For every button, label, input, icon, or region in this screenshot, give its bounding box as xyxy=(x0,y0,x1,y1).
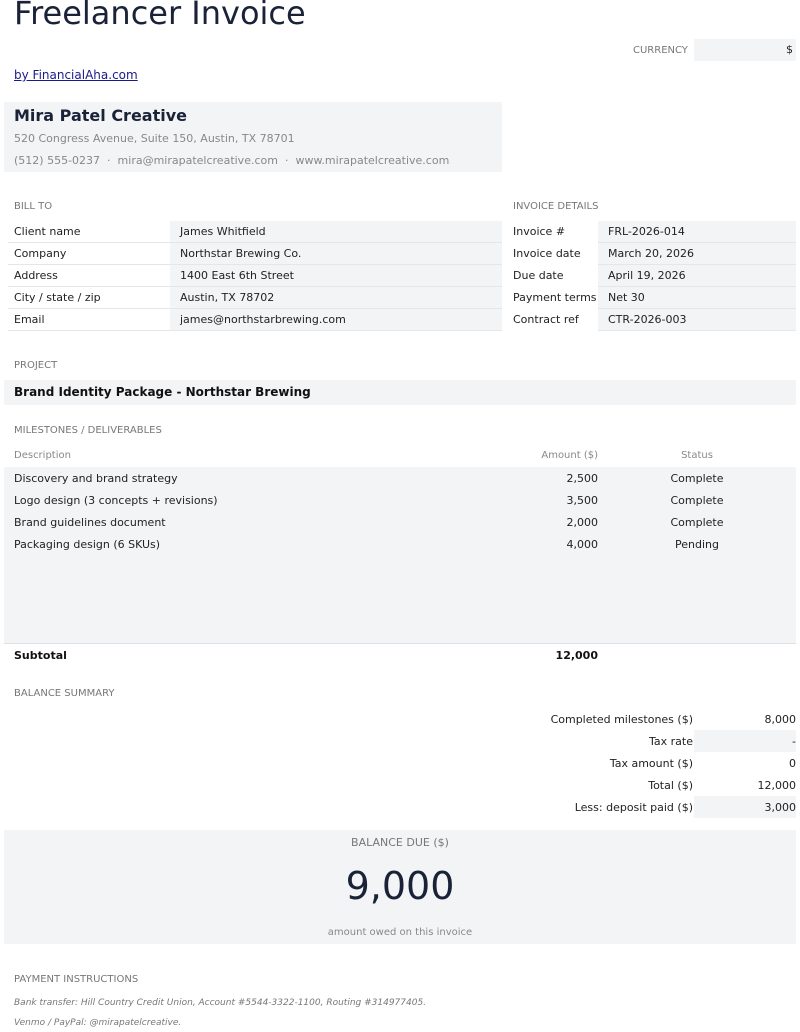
currency-label: CURRENCY xyxy=(633,45,688,56)
balance-value: 3,000 xyxy=(764,801,796,814)
invoice-detail-value: April 19, 2026 xyxy=(608,269,686,282)
balance-key: Tax rate xyxy=(649,735,693,748)
balance-key: Total ($) xyxy=(648,779,693,792)
balance-value: 0 xyxy=(789,757,796,770)
bill-to-value-field[interactable] xyxy=(170,221,502,243)
bill-to-row xyxy=(4,287,502,309)
separator: · xyxy=(107,154,111,167)
balance-summary-label: BALANCE SUMMARY xyxy=(14,688,115,699)
invoice-detail-value-field[interactable] xyxy=(598,309,796,331)
balance-row xyxy=(400,708,796,730)
bill-to-value: James Whitfield xyxy=(180,225,266,238)
milestone-amount: 2,500 xyxy=(566,472,598,485)
balance-key: Tax amount ($) xyxy=(609,757,693,770)
bill-to-value: Austin, TX 78702 xyxy=(180,291,275,304)
milestone-description: Packaging design (6 SKUs) xyxy=(14,538,161,551)
balance-key: Completed milestones ($) xyxy=(550,713,693,726)
bill-to-key: Address xyxy=(14,269,58,282)
table-row[interactable] xyxy=(4,511,796,533)
bill-to-key: City / state / zip xyxy=(14,291,101,304)
bill-to-key: Client name xyxy=(14,225,81,238)
balance-value: 12,000 xyxy=(757,779,796,792)
balance-due-note: amount owed on this invoice xyxy=(327,927,473,938)
invoice-detail-key: Due date xyxy=(513,269,564,282)
business-email: mira@mirapatelcreative.com xyxy=(117,154,278,167)
invoice-detail-value-field[interactable] xyxy=(598,287,796,309)
balance-row xyxy=(400,752,796,774)
project-name-field[interactable] xyxy=(4,380,796,405)
bill-to-label: BILL TO xyxy=(14,201,53,212)
invoice-title: Freelancer Invoice xyxy=(14,0,306,32)
bill-to-key: Company xyxy=(14,247,67,260)
balance-value: 8,000 xyxy=(764,713,796,726)
balance-due-label: BALANCE DUE ($) xyxy=(351,836,449,849)
bill-to-row xyxy=(4,221,502,243)
bill-to-row xyxy=(4,309,502,331)
column-header-amount: Amount ($) xyxy=(541,450,598,461)
table-row[interactable] xyxy=(4,489,796,511)
balance-due-value: 9,000 xyxy=(345,864,455,908)
invoice-detail-row xyxy=(503,309,796,331)
invoice-detail-value-field[interactable] xyxy=(598,221,796,243)
table-row[interactable] xyxy=(4,533,796,555)
payment-instructions-label: PAYMENT INSTRUCTIONS xyxy=(14,974,139,985)
bill-to-row xyxy=(4,243,502,265)
payment-line: Bank transfer: Hill Country Credit Union, Account #5544-3322-1100, Routing #314977405. xyxy=(14,998,427,1008)
invoice-detail-value: March 20, 2026 xyxy=(608,247,695,260)
invoice-detail-value-field[interactable] xyxy=(598,265,796,287)
invoice-detail-key: Invoice # xyxy=(513,225,566,238)
milestone-status: Complete xyxy=(670,472,724,485)
business-phone: (512) 555-0237 xyxy=(14,154,101,167)
deposit-paid-field[interactable] xyxy=(694,796,796,818)
business-name: Mira Patel Creative xyxy=(14,106,188,125)
milestone-amount: 3,500 xyxy=(566,494,598,507)
bill-to-value: Northstar Brewing Co. xyxy=(180,247,302,260)
milestone-description: Logo design (3 concepts + revisions) xyxy=(14,494,218,507)
milestone-status: Complete xyxy=(670,516,724,529)
subtotal-value: 12,000 xyxy=(555,649,598,662)
milestones-table xyxy=(4,467,796,644)
bill-to-value-field[interactable] xyxy=(170,243,502,265)
currency-value: $ xyxy=(786,43,793,56)
bill-to-key: Email xyxy=(14,313,45,326)
payment-line: Venmo / PayPal: @mirapatelcreative. xyxy=(14,1018,182,1028)
invoice-detail-value-field[interactable] xyxy=(598,243,796,265)
balance-key: Less: deposit paid ($) xyxy=(574,801,693,814)
milestone-status: Complete xyxy=(670,494,724,507)
milestone-description: Discovery and brand strategy xyxy=(14,472,178,485)
table-row[interactable] xyxy=(4,467,796,489)
invoice-details-label: INVOICE DETAILS xyxy=(513,201,599,212)
business-contact xyxy=(14,154,449,167)
column-header-status: Status xyxy=(681,450,713,461)
bill-to-row xyxy=(4,265,502,287)
milestone-description: Brand guidelines document xyxy=(14,516,166,529)
balance-value-field xyxy=(694,774,796,796)
tax-rate-field[interactable] xyxy=(694,730,796,752)
milestone-status: Pending xyxy=(675,538,719,551)
balance-value-field xyxy=(694,708,796,730)
balance-row xyxy=(400,796,796,818)
subtotal-label: Subtotal xyxy=(14,649,67,662)
business-website: www.mirapatelcreative.com xyxy=(295,154,450,167)
invoice-detail-row xyxy=(503,287,796,309)
project-name: Brand Identity Package - Northstar Brewing xyxy=(14,385,311,399)
balance-row xyxy=(400,774,796,796)
business-address: 520 Congress Avenue, Suite 150, Austin, TX 78701 xyxy=(14,132,295,145)
bill-to-value-field[interactable] xyxy=(170,265,502,287)
project-label: PROJECT xyxy=(14,360,58,371)
balance-row xyxy=(400,730,796,752)
bill-to-value: 1400 East 6th Street xyxy=(180,269,294,282)
invoice-detail-value: CTR-2026-003 xyxy=(608,313,687,326)
separator: · xyxy=(284,154,289,167)
milestone-amount: 2,000 xyxy=(566,516,598,529)
invoice-detail-value: FRL-2026-014 xyxy=(608,225,685,238)
invoice-detail-key: Invoice date xyxy=(513,247,581,260)
milestones-label: MILESTONES / DELIVERABLES xyxy=(14,425,162,436)
invoice-detail-row xyxy=(503,243,796,265)
invoice-detail-row xyxy=(503,265,796,287)
business-header xyxy=(4,102,502,172)
invoice-detail-key: Contract ref xyxy=(513,313,579,326)
currency-field[interactable] xyxy=(694,39,796,61)
column-header-description: Description xyxy=(14,450,71,461)
balance-due-panel xyxy=(4,830,796,944)
bill-to-value-field[interactable] xyxy=(170,309,502,331)
invoice-detail-row xyxy=(503,221,796,243)
balance-value-field xyxy=(694,752,796,774)
byline-link[interactable]: by FinancialAha.com xyxy=(14,68,138,82)
invoice-detail-key: Payment terms xyxy=(513,291,597,304)
balance-value: - xyxy=(792,735,796,748)
bill-to-value: james@northstarbrewing.com xyxy=(180,313,346,326)
milestone-amount: 4,000 xyxy=(566,538,598,551)
invoice-detail-value: Net 30 xyxy=(608,291,645,304)
bill-to-value-field[interactable] xyxy=(170,287,502,309)
